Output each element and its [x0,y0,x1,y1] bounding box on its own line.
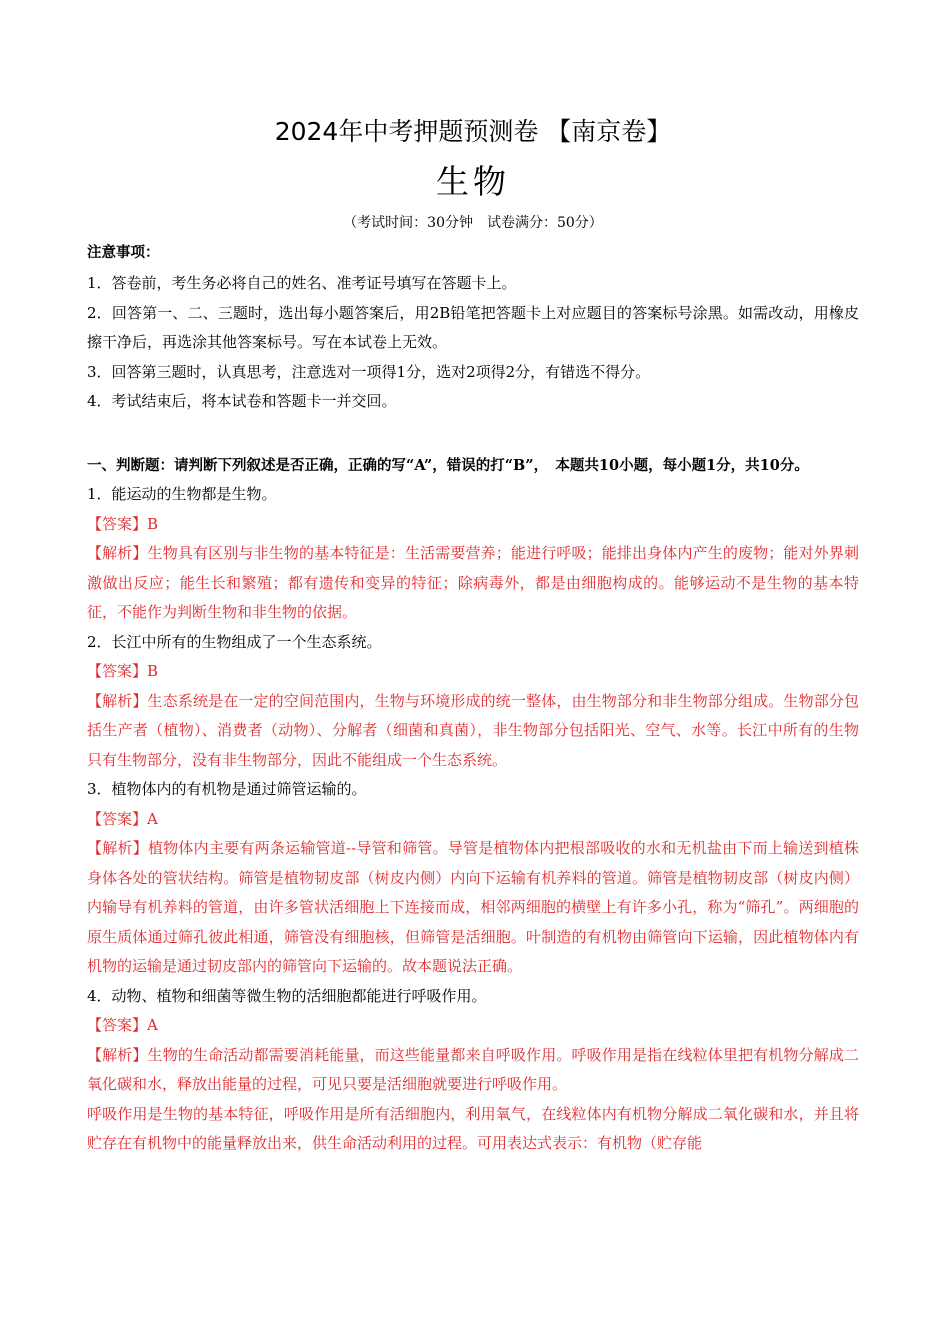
notice-item: 1．答卷前，考生务必将自己的姓名、准考证号填写在答题卡上。 [87,274,517,292]
question-block [87,775,859,982]
notice-item: 4．考试结束后，将本试卷和答题卡一并交回。 [87,392,397,410]
question-text: 4．动物、植物和细菌等微生物的活细胞都能进行呼吸作用。 [87,986,487,1005]
analysis-text: 【解析】生物的生命活动都需要消耗能量，而这些能量都来自呼吸作用。呼吸作用是指在线粒体里把有机物分解成二氧化碳和水，释放出能量的过程，可见只要是活细胞就要进行呼吸作用。 [87,1045,859,1093]
answer-text: 【答案】B [87,662,159,680]
exam-title: 2024年中考押题预测卷 【南京卷】 [274,117,672,146]
notice-list [87,269,859,417]
question-text: 3．植物体内的有机物是通过筛管运输的。 [87,780,367,798]
answer-text: 【答案】A [87,809,158,828]
analysis-text: 【解析】植物体内主要有两条运输管道--导管和筛管。导管是植物体内把根部吸收的水和无机盐由下而上输送到植株身体各处的管状结构。筛管是植物韧皮部（树皮内侧）内向下运输有机养料的管道。筛管是植物韧皮部（树皮内侧）内输导有机养料的管道，由许多管状活细胞上下连接而成，相邻两细胞的横壁上有许多小孔，称为“筛孔”。两细胞的原生质体通过筛孔彼此相通，筛管没有细胞核，但筛管是活细胞。叶制造的有机物由筛管向下运输，因此植物体内有机物的运输是通过韧皮部内的筛管向下运输的。故本题说法正确。 [87,839,859,975]
question-text: 2．长江中所有的生物组成了一个生态系统。 [87,632,382,651]
analysis-continued-text: 呼吸作用是生物的基本特征，呼吸作用是所有活细胞内，利用氧气，在线粒体内有机物分解成二氧化碳和水，并且将贮存在有机物中的能量释放出来，供生命活动利用的过程。可用表达式表示：有机物（贮存能 [87,1104,859,1152]
answer-text: 【答案】B [87,514,159,533]
section-heading: 一、判断题：请判断下列叙述是否正确，正确的写“A”，错误的打“B”， 本题共10小题，每小题1分，共10分。 [87,456,809,474]
question-block [87,628,859,776]
notice-item: 3．回答第三题时，认真思考，注意选对一项得1分，选对2项得2分，有错选不得分。 [87,362,651,381]
notice-item: 2．回答第一、二、三题时，选出每小题答案后，用2B铅笔把答题卡上对应题目的答案标号涂黑。如需改动，用橡皮擦干净后，再选涂其他答案标号。写在本试卷上无效。 [87,303,859,351]
exam-info: （考试时间：30分钟 试卷满分：50分） [343,215,603,231]
exam-page [87,112,859,1159]
question-text: 1．能运动的生物都是生物。 [87,485,277,503]
answer-text: 【答案】A [87,1016,158,1034]
question-block [87,480,859,628]
subject-title: 生物 [436,162,510,201]
analysis-text: 【解析】生物具有区别与非生物的基本特征是：生活需要营养；能进行呼吸；能排出身体内产生的废物；能对外界刺激做出反应；能生长和繁殖；都有遗传和变异的特征；除病毒外，都是由细胞构成的。能够运动不是生物的基本特征，不能作为判断生物和非生物的依据。 [87,544,859,621]
question-block [87,982,859,1159]
analysis-text: 【解析】生态系统是在一定的空间范围内，生物与环境形成的统一整体，由生物部分和非生物部分组成。生物部分包括生产者（植物）、消费者（动物）、分解者（细菌和真菌），非生物部分包括阳光、空气、水等。长江中所有的生物只有生物部分，没有非生物部分，因此不能组成一个生态系统。 [87,691,859,769]
notice-heading: 注意事项： [87,244,160,261]
